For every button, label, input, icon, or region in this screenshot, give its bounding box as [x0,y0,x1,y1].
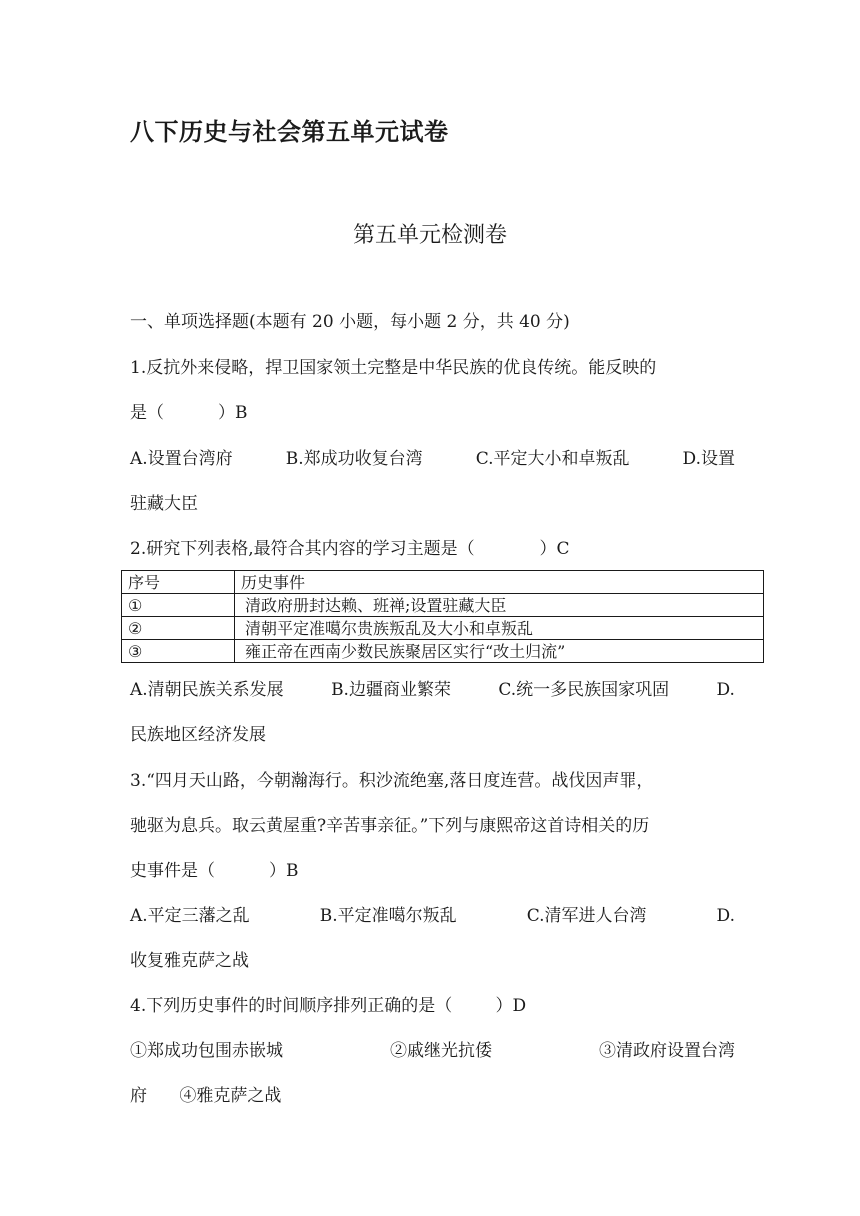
q1-option-c: C.平定大小和卓叛乱 [475,449,630,469]
q1-stem-line1: 1.反抗外来侵略，捍卫国家领土完整是中华民族的优良传统。能反映的 [130,358,657,378]
q3-option-b: B.平定准噶尔叛乱 [319,906,457,926]
q4-item-3: ③清政府设置台湾 [599,1041,735,1061]
table-row [122,594,764,617]
q2-option-d: D. [716,680,735,700]
q2-option-b: B.边疆商业繁荣 [331,680,451,700]
q3-option-d: D. [716,906,735,926]
q1-option-b: B.郑成功收复台湾 [285,449,423,469]
q3-options [130,904,735,928]
q1-option-d-continued: 驻藏大臣 [130,494,198,514]
q3-option-d-continued: 收复雅克萨之战 [130,951,249,971]
q2-stem: 2.研究下列表格,最符合其内容的学习主题是（ ）C [130,539,570,559]
table-header-row [122,571,764,594]
q3-stem-line1: 3.“四月天山路，今朝瀚海行。积沙流绝塞,落日度连营。战伐因声罪， [130,771,654,791]
q2-option-c: C.统一多民族国家巩固 [498,680,670,700]
table-cell-index: ③ [122,640,235,663]
q1-options [130,447,735,471]
q2-option-a: A.清朝民族关系发展 [130,680,284,700]
q3-stem-line2: 驰驱为息兵。取云黄屋重?辛苦事亲征。”下列与康熙帝这首诗相关的历 [130,816,650,836]
table-cell-event: 清政府册封达赖、班禅;设置驻藏大臣 [235,594,764,617]
section-heading: 一、单项选择题(本题有 20 小题，每小题 2 分，共 40 分) [130,312,570,332]
table-cell-event: 雍正帝在西南少数民族聚居区实行“改土归流” [235,640,764,663]
table-header-event: 历史事件 [235,571,764,594]
q1-stem-line2: 是（ ）B [130,403,248,423]
q4-items [130,1039,735,1063]
table-header-index: 序号 [122,571,235,594]
q2-table [121,570,764,663]
exam-title: 第五单元检测卷 [352,223,507,248]
document-title: 八下历史与社会第五单元试卷 [130,118,449,146]
table-row [122,640,764,663]
q4-item-2: ②戚继光抗倭 [390,1041,492,1061]
table-cell-event: 清朝平定准噶尔贵族叛乱及大小和卓叛乱 [235,617,764,640]
table-cell-index: ① [122,594,235,617]
q3-option-c: C.清军进人台湾 [526,906,647,926]
table-row [122,617,764,640]
q4-items-continued: 府 ④雅克萨之战 [130,1086,282,1106]
q3-option-a: A.平定三藩之乱 [130,906,250,926]
q1-option-d: D.设置 [682,449,735,469]
q4-stem: 4.下列历史事件的时间顺序排列正确的是（ ）D [130,996,527,1016]
table-cell-index: ② [122,617,235,640]
q2-options [130,678,735,702]
q4-item-1: ①郑成功包围赤嵌城 [130,1041,283,1061]
q2-option-d-continued: 民族地区经济发展 [130,725,266,745]
q1-option-a: A.设置台湾府 [130,449,233,469]
q3-stem-line3: 史事件是（ ）B [130,861,299,881]
